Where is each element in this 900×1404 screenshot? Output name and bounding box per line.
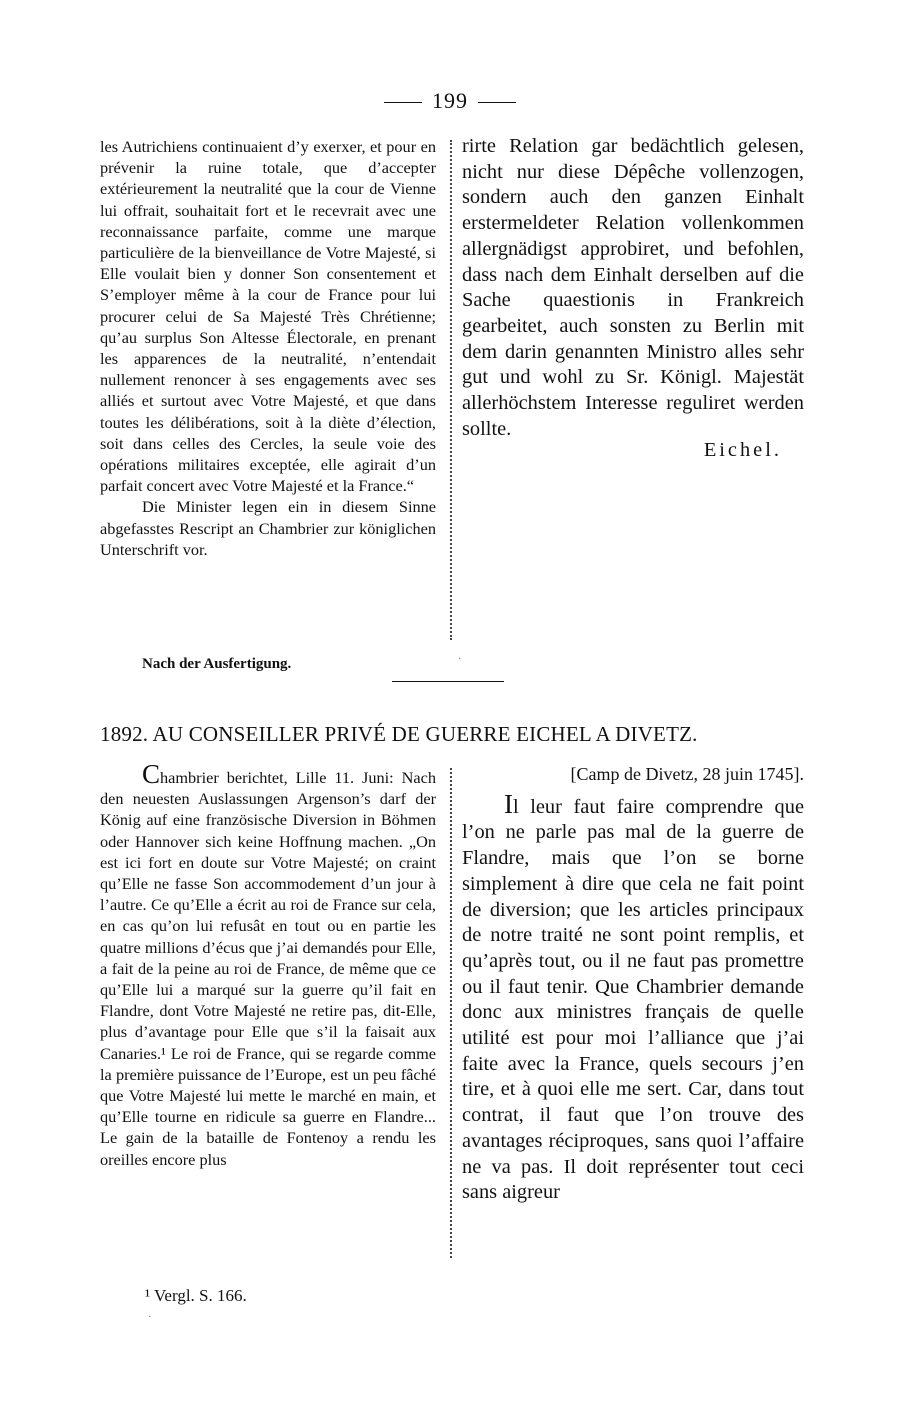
- doc-right-dropcap: I: [504, 788, 513, 819]
- top-left-column: [100, 136, 436, 560]
- doc-left-dropcap: C: [142, 759, 161, 789]
- page-number-dash-left: [384, 102, 422, 103]
- doc-right-text: [462, 788, 804, 1206]
- source-note: Nach der Ausfertigung.: [142, 656, 292, 672]
- footnote: ¹ Vergl. S. 166.: [145, 1286, 247, 1305]
- dateline: [Camp de Divetz, 28 juin 1745].: [570, 764, 804, 784]
- doc-left-body: hambrier berichtet, Lille 11. Juni: Nach den neuesten Auslassungen Argenson’s darf der König auf eine französische Diversion in Böhmen oder Hannover sich keine Hoffnung machen. „On est ici fort en doute sur Votre Majesté; on craint qu’Elle ne fasse Son accommodement d’un jour à l’autre. Ce qu’Elle a écrit au roi de France sur cela, en cas qu’on lui refusât en tout ou en partie les quatre millions d’écus que j’ai demandés pour Elle, a fait de la peine au roi de France, de même que ce qu’Elle lui a marqué sur la guerre qu’il fait en Flandre, dont Votre Majesté ne retire pas, dit-Elle, plus d’avantage pour Elle que s’il la faisait aux Canaries.¹ Le roi de France, qui se regarde comme la première puissance de l’Europe, est un peu fâché que Votre Majesté lui mette le marché en main, et qu’Elle tourne en ridicule sa guerre en Flandre... Le gain de la bataille de Fontenoy a rendu les oreilles encore plus: [100, 768, 436, 1169]
- doc-left-text: [100, 759, 436, 1170]
- stray-mark: ·: [148, 1312, 152, 1323]
- top-column-divider: [450, 140, 452, 640]
- page-number-dash-right: [478, 102, 516, 103]
- doc-column-divider: [450, 768, 452, 1258]
- document-heading: 1892. AU CONSEILLER PRIVÉ DE GUERRE EICHEL A DIVETZ.: [100, 722, 698, 746]
- top-right-column: [462, 134, 804, 464]
- doc-left-column: [100, 759, 436, 1170]
- top-left-note: Die Minister legen ein in diesem Sinne abgefasstes Rescript an Chambrier zur königlichen Unterschrift vor.: [100, 497, 436, 559]
- top-right-text: rirte Relation gar bedächtlich gelesen, nicht nur diese Dépêche vollenzogen, sondern auch den ganzen Einhalt erstermeldeter Relation vollenkommen allergnädigst approbiret, und befohlen, dass nach dem Einhalt derselben auf die Sache quaestionis in Frankreich gearbeitet, auch sonsten zu Berlin mit dem darin genannten Ministro alles sehr gut und wohl zu Sr. Königl. Majestät allerhöchstem Interesse reguliret werden sollte.: [462, 135, 804, 440]
- doc-right-column: [462, 762, 804, 1206]
- page-number-text: 199: [432, 88, 468, 113]
- top-left-quote: les Autrichiens continuaient d’y exerxer, et pour en prévenir la ruine totale, que d’accepter extérieurement la neutralité que la cour de Vienne lui offrait, souhaitait fort et le recevrait avec une reconnaissance parfaite, comme une marque particulière de la bienveillance de Votre Majesté, si Elle voulait bien y donner Son consentement et S’employer même à la cour de France pour lui procurer celui de Sa Majesté Très Chrétienne; qu’au surplus Son Altesse Électorale, en prenant les apparences de la neutralité, n’entendait nullement renoncer à ses engagements avec ses alliés et surtout avec Votre Majesté, et que dans toutes les délibérations, soit à la diète d’élection, soit dans celles des Cercles, la seule voie des opérations militaires exceptée, elle agirait d’un parfait concert avec Votre Majesté et la France.“: [100, 137, 436, 496]
- doc-right-body: l leur faut faire comprendre que l’on ne parle pas mal de la guerre de Flandre, mais que l’on se borne simplement à dire que cela ne fait point de diversion; que les articles principaux de notre traité ne sont point remplis, et qu’après tout, ou il ne faut pas promettre ou il faut tenir. Que Chambrier demande donc aux ministres français de quelle utilité est pour moi l’alliance que j’ai faite avec la France, quels secours j’en tire, et à quoi elle me sert. Car, dans tout contrat, il faut que l’on trouve des avantages réciproques, sans quoi l’affaire ne va pas. Il doit représenter tout ceci sans aigreur: [462, 795, 804, 1204]
- stray-mark: ·: [458, 654, 462, 665]
- page-number: [0, 88, 900, 114]
- section-rule: [392, 681, 504, 682]
- signature: Eichel.: [703, 439, 782, 462]
